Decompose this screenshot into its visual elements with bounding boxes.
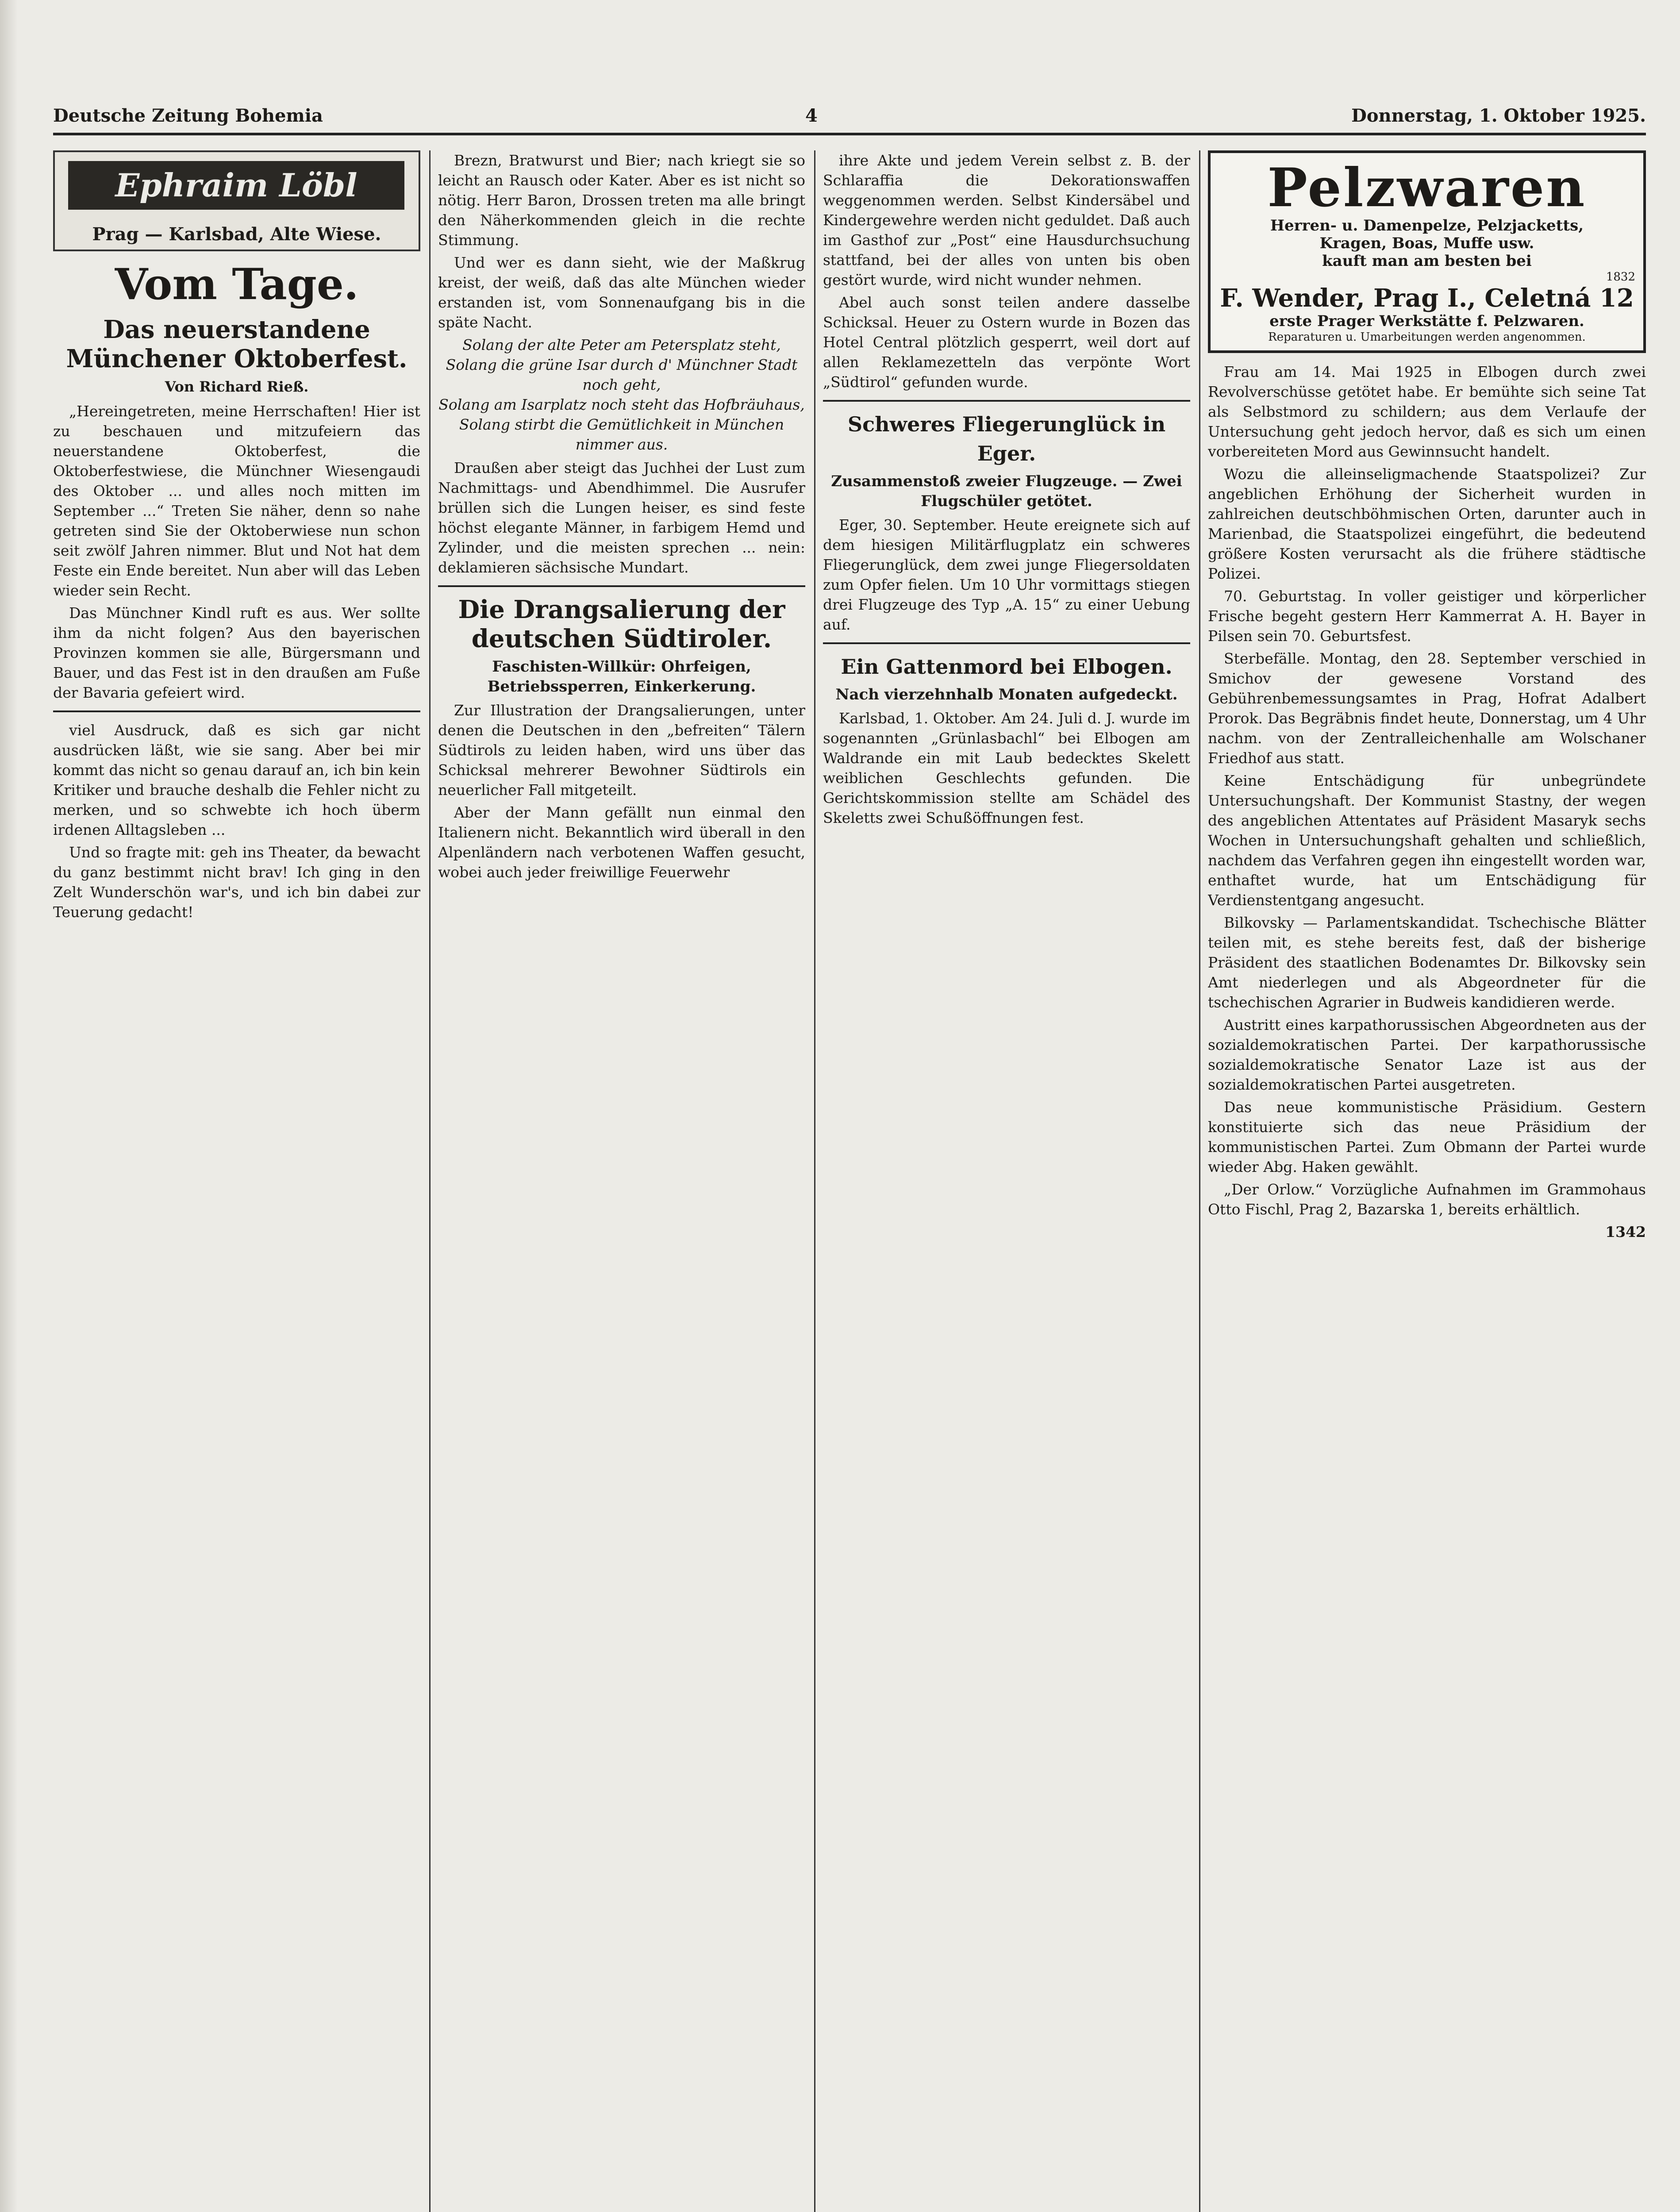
article-title: Die Drangsalierung der deutschen Südtiroler. [458,595,785,653]
poem-line: Solang die grüne Isar durch d' Münchner Stadt noch geht, [446,356,798,393]
paragraph: Das neue kommunistische Präsidium. Gestern konstituierte sich das neue Präsidium der kommunistischen Partei. Zum Obmann der Partei wurde wieder Abg. Haken gewählt. [1208,1098,1646,1175]
paragraph: Draußen aber steigt das Juchhei der Lust zum Nachmittags- und Abendhimmel. Die Ausrufer brüllen sich die Lungen heiser, es sind feste höchst elegante Männer, in farbigem Hemd und Zylinder, und die meisten sprechen ... nein: deklamieren sächsische Mundart. [438,459,805,576]
article-subtitle: Nach vierzehnhalb Monaten aufgedeckt. [835,686,1178,703]
page-number: 4 [805,105,818,126]
paragraph: Das Münchner Kindl ruft es aus. Wer sollte ihm da nicht folgen? Aus den bayerischen Provinzen kommen sie alle, Bürgersmann und Bauer, und das Fest ist in den draußen am Fuße der Bavaria gefeiert wird. [53,604,420,701]
paragraph: Eger, 30. September. Heute ereignete sich auf dem hiesigen Militärflugplatz ein schweres Fliegerunglück, dem zwei junge Fliegersoldaten zum Opfer fielen. Um 10 Uhr vormittags stiegen drei Flugzeuge des Typ „A. 15“ zu einer Uebung auf. [823,516,1190,633]
column-rule [814,150,815,2212]
ad-line: erste Prager Werkstätte f. Pelzwaren. [1269,312,1584,330]
newspaper-page [53,102,1646,2212]
paragraph: Bilkovsky — Parlamentskandidat. Tschechische Blätter teilen mit, es stehe bereits fest, daß der bisherige Präsident des staatlichen Bodenamtes Dr. Bilkovsky sein Amt niederlegen und als Abgeordneter für die tschechischen Agrarier in Budweis kandidieren werde. [1208,914,1646,1011]
divider [823,642,1190,644]
column-rule [429,150,431,2212]
issue-date: Donnerstag, 1. Oktober 1925. [1351,105,1646,126]
paragraph: Brezn, Bratwurst und Bier; nach kriegt sie so leicht an Rausch oder Kater. Aber es ist nicht so nötig. Herr Baron, Drossen treten ma alle bringt den Näherkommenden gleich in die rechte Stimmung. [438,152,805,249]
paragraph: „Hereingetreten, meine Herrschaften! Hier ist zu beschauen und mitzufeiern das neuerstandene Oktoberfest, die Oktoberfestwiese, die Münchner Wiesengaudi des Oktober ... und alles noch mitten im September ...“ Treten Sie näher, denn so nahe getreten sind Sie der Oktoberwiese nun schon seit zwölf Jahren nimmer. Blut und Not hat dem Feste ein Ende bereitet. Nun aber will das Leben wieder sein Recht. [53,403,420,599]
article-subtitle: Faschisten-Willkür: Ohrfeigen, Betriebssperren, Einkerkerung. [487,658,756,695]
poem-line: Solang stirbt die Gemütlichkeit in München nimmer aus. [459,416,784,453]
ad-line: Kragen, Boas, Muffe usw. [1319,234,1534,252]
column-rule [1199,150,1200,2212]
ad-cities: Prag — Karlsbad, Alte Wiese. [92,224,381,245]
article-subtitle: Zusammenstoß zweier Flugzeuge. — Zwei Flugschüler getötet. [831,472,1182,510]
paragraph: Zur Illustration der Drangsalierungen, unter denen die Deutschen in den „befreiten“ Tälern Südtirols zu leiden haben, wird uns über das Schicksal mehrerer Bewohner Südtirols ein neuerlicher Fall mitgeteilt. [438,702,805,799]
divider [53,710,420,712]
ad-year: 1832 [1606,270,1635,284]
paragraph: Frau am 14. Mai 1925 in Elbogen durch zwei Revolverschüsse getötet habe. Er bemühte sich seine Tat als Selbstmord zu schildern; aus dem Verlaufe der Untersuchung geht jedoch hervor, daß es sich um einen vorbereiteten Mord aus Gewinnsucht handelt. [1208,363,1646,460]
ad-line: Herren- u. Damenpelze, Pelzjacketts, [1270,217,1584,234]
paragraph: Wozu die alleinseligmachende Staatspolizei? Zur angeblichen Erhöhung der Sicherheit wurden in zahlreichen deutschböhmischen Orten, darunter auch in Marienbad, die Staatspolizei eingeführt, die bedeutend größere Kosten verursacht als die frühere städtische Polizei. [1208,465,1646,582]
pelzwaren-advertisement [1208,150,1646,353]
rubric-title: Vom Tage. [115,259,359,309]
ad-line: Reparaturen u. Umarbeitungen werden angenommen. [1268,330,1586,344]
page-fold-shadow [0,0,18,2212]
poem [438,335,805,454]
paragraph: Sterbefälle. Montag, den 28. September verschied in Smichov der gewesene Vorstand des Gebührenbemessungsamtes in Prag, Hofrat Adalbert Prorok. Das Begräbnis findet heute, Donnerstag, um 4 Uhr nachm. von der Zentralleichenhalle am Wolschaner Friedhof aus statt. [1208,650,1646,767]
advertisement-logo [53,150,420,251]
ad-company: F. Wender, Prag I., Celetná 12 [1220,284,1634,313]
paragraph: 70. Geburtstag. In voller geistiger und körperlicher Frische begeht gestern Herr Kammerrat A. H. Bayer in Pilsen sein 70. Geburtsfest. [1208,588,1646,645]
paragraph: Karlsbad, 1. Oktober. Am 24. Juli d. J. wurde im sogenannten „Grünlasbachl“ bei Elbogen am Waldrande ein mit Laub bedecktes Skelett weiblichen Geschlechts gefunden. Die Gerichtskommission stellte am Schädel des Skeletts zwei Schußöffnungen fest. [823,710,1190,826]
article-title: Schweres Fliegerunglück in Eger. [847,412,1166,465]
paragraph: Abel auch sonst teilen andere dasselbe Schicksal. Heuer zu Ostern wurde in Bozen das Hotel Central plötzlich gesperrt, weil dort auf allen Reklamezetteln das verpönte Wort „Südtirol“ gefunden wurde. [823,294,1190,391]
column-2 [438,150,805,2212]
ad-line: kauft man am besten bei [1322,252,1532,270]
ad-title: Pelzwaren [1267,157,1587,219]
paragraph: Und so fragte mit: geh ins Theater, da bewacht du ganz bestimmt nicht brav! Ich ging in den Zelt Wunderschön war's, und ich bin dabei zur Teuerung gedacht! [53,844,420,921]
running-header [53,102,1646,135]
paragraph: Und wer es dann sieht, wie der Maßkrug kreist, der weiß, daß das alte München wieder erstanden ist, vom Sonnenaufgang bis in die späte Nacht. [438,254,805,331]
article-title: Das neuerstandene Münchener Oktoberfest. [66,315,408,373]
poem-line: Solang am Isarplatz noch steht das Hofbräuhaus, [438,396,805,413]
paragraph: Aber der Mann gefällt nun einmal den Italienern nicht. Bekanntlich wird überall in den Alpenländern nach verbotenen Waffen gesucht, wobei auch jeder freiwillige Feuerwehr [438,804,805,881]
divider [823,400,1190,402]
end-number: 1342 [1605,1223,1646,1240]
paragraph: Austritt eines karpathorussischen Abgeordneten aus der sozialdemokratischen Partei. Der karpathorussische sozialdemokratische Senator Laze ist aus der sozialdemokratischen Partei ausgetreten. [1208,1016,1646,1093]
divider [438,585,805,587]
paragraph: Keine Entschädigung für unbegründete Untersuchungshaft. Der Kommunist Stastny, der wegen des angeblichen Attentates auf Präsident Masaryk sechs Wochen in Untersuchungshaft gehalten und schließlich, nachdem das Verfahren gegen ihn eingestellt worden war, enthaftet wurde, hat um Entschädigung für Verdienstentgang angesucht. [1208,772,1646,909]
byline: Von Richard Rieß. [165,378,309,395]
poem-line: Solang der alte Peter am Petersplatz steht, [462,336,781,353]
paragraph: „Der Orlow.“ Vorzügliche Aufnahmen im Grammohaus Otto Fischl, Prag 2, Bazarska 1, bereits erhältlich. [1208,1181,1646,1218]
column-3 [823,150,1190,2212]
column-4 [1208,150,1646,2212]
article-title: Ein Gattenmord bei Elbogen. [841,655,1173,679]
paragraph: viel Ausdruck, daß es sich gar nicht ausdrücken läßt, wie sie sang. Aber bei mir kommt das nicht so genau darauf an, ich bin kein Kritiker und brauche deshalb die Fehler nicht zu merken, und so schwebte ich hoch überm irdenen Alltagsleben ... [53,722,420,838]
paper-name: Deutsche Zeitung Bohemia [53,105,323,126]
column-1 [53,150,420,2212]
logo-text: Ephraim Löbl [115,166,358,204]
paragraph: ihre Akte und jedem Verein selbst z. B. der Schlaraffia die Dekorationswaffen weggenommen werden. Selbst Kindersäbel und Kindergewehre werden nicht geduldet. Daß auch im Gasthof zur „Post“ eine Hausdurchsuchung stattfand, bei der alles von unten bis oben gestört wurde, wird nicht wunder nehmen. [823,152,1190,288]
